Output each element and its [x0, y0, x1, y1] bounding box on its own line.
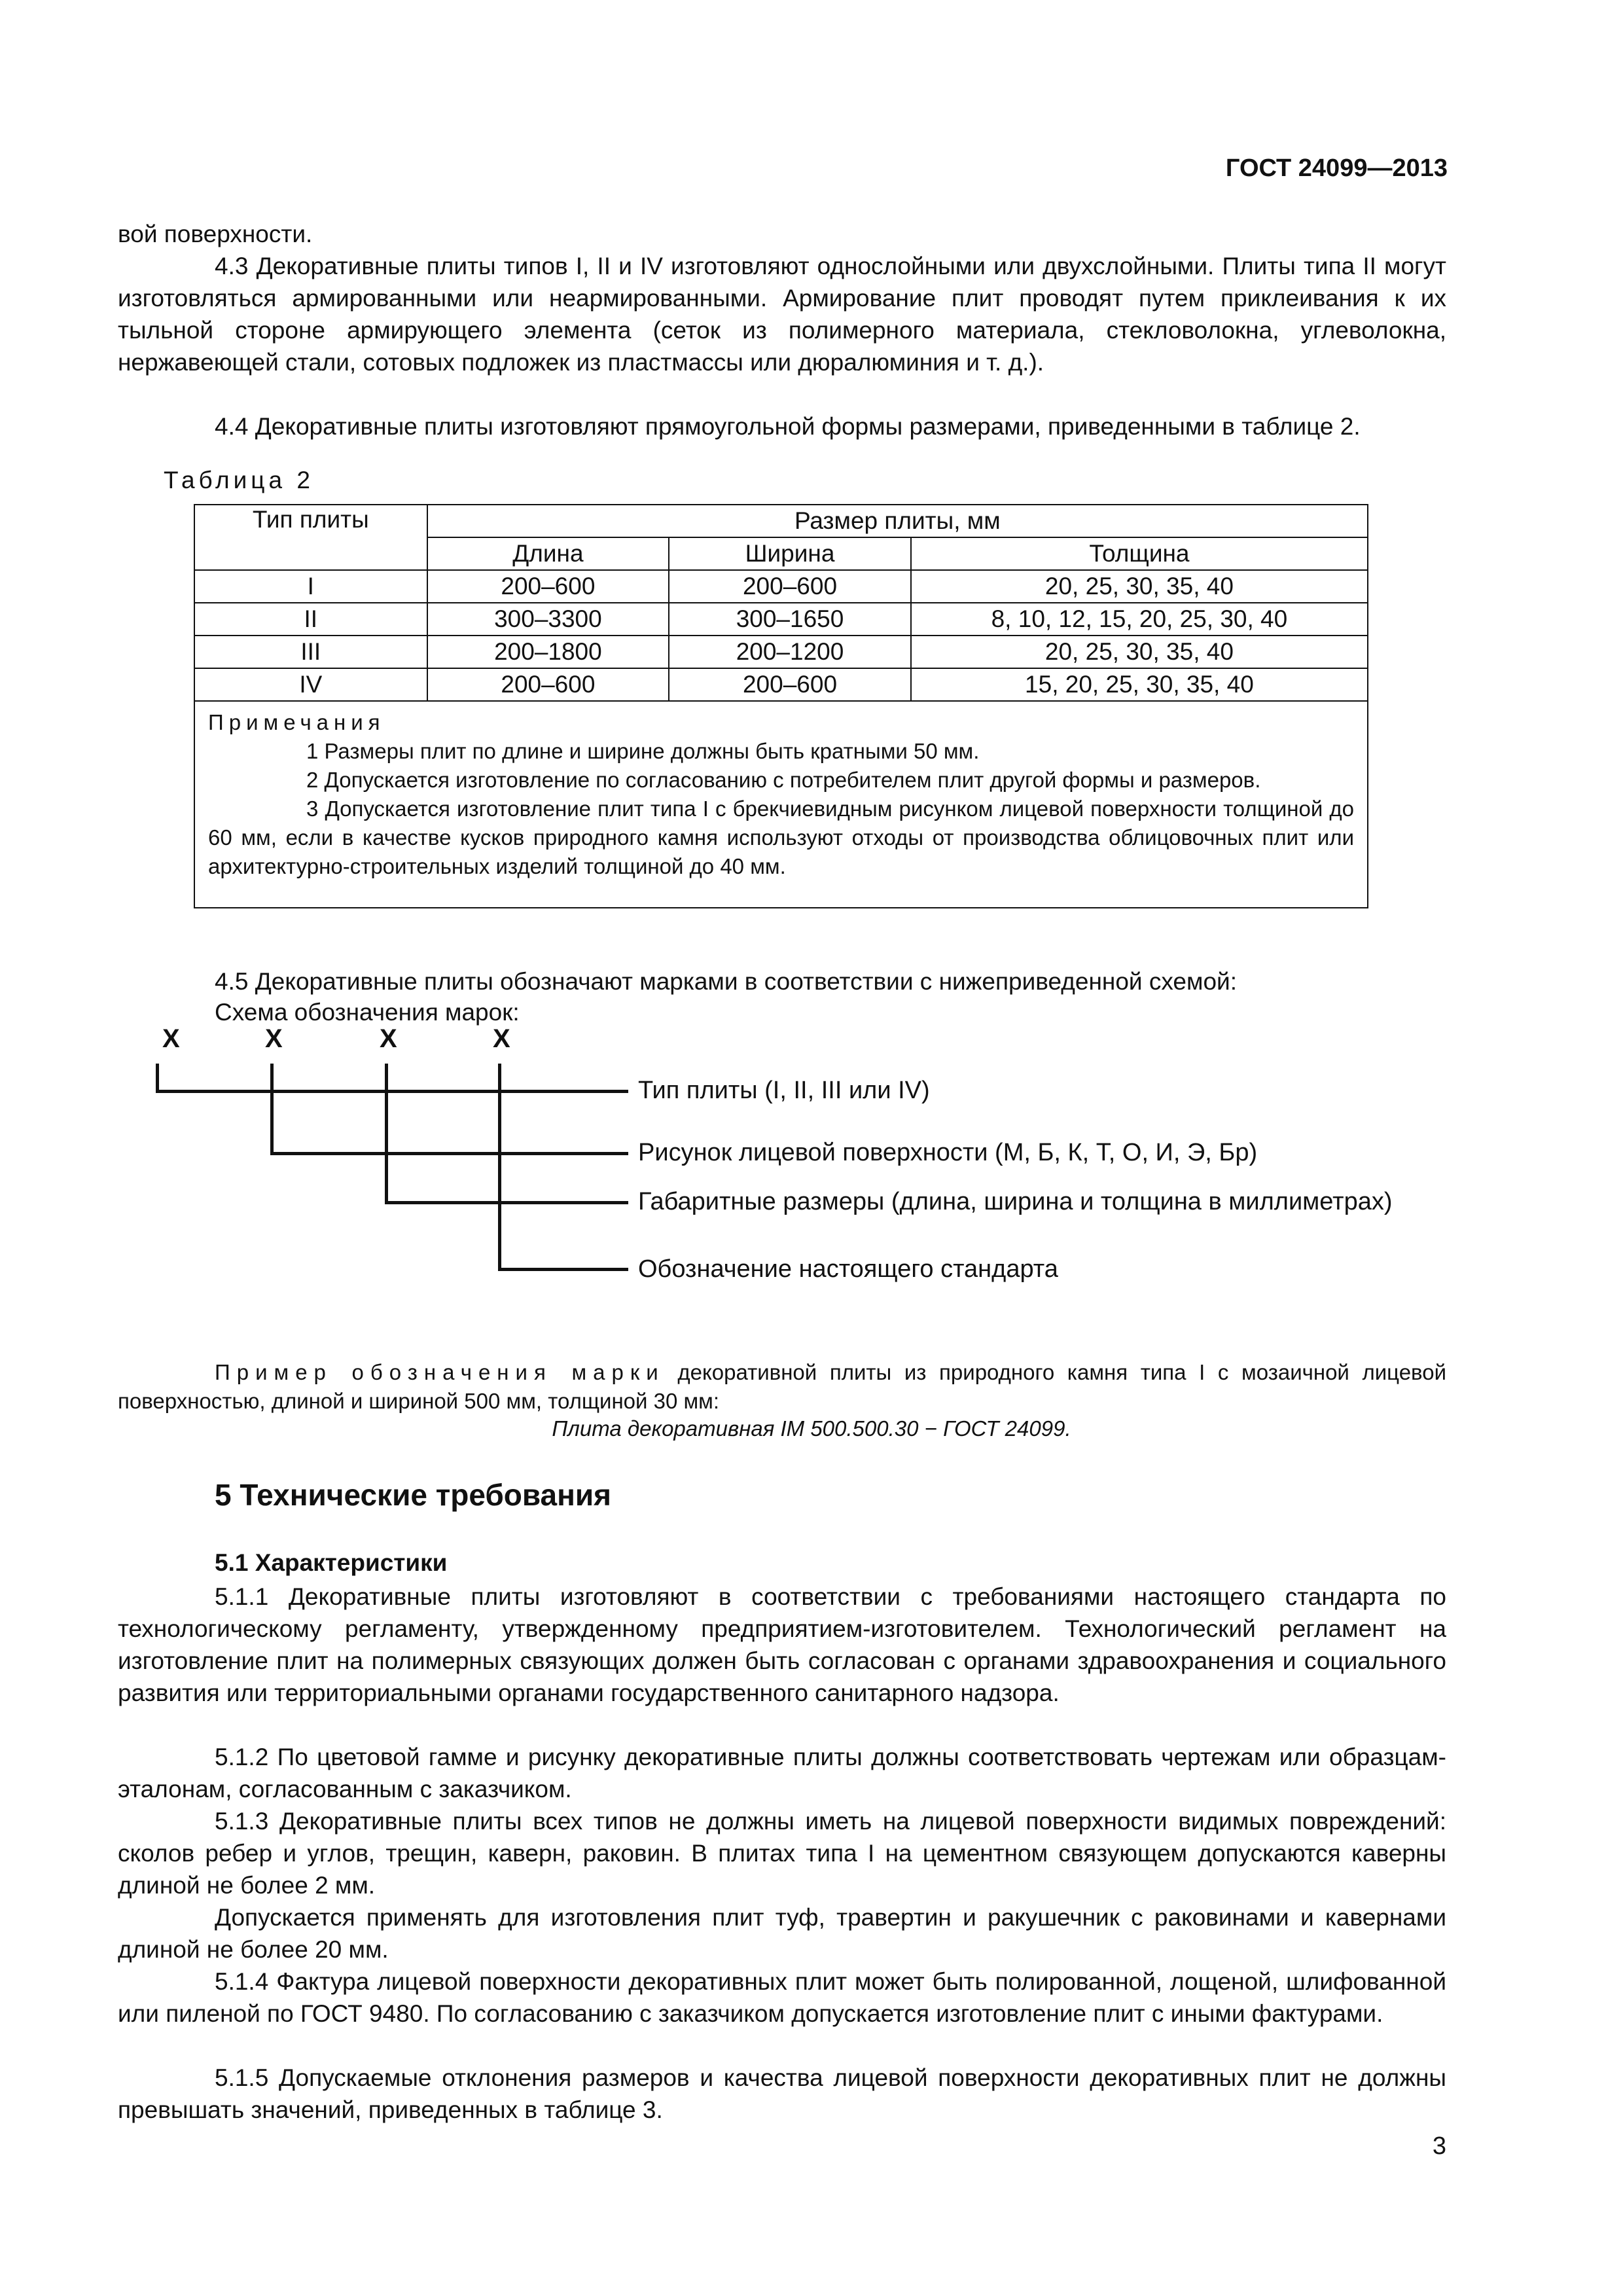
cell-type: IV [194, 668, 427, 701]
example-label: Пример обозначения марки [215, 1360, 665, 1384]
scheme-line-v4 [498, 1064, 501, 1271]
cell-width: 200–1200 [669, 636, 911, 668]
scheme-line-h2 [270, 1152, 628, 1155]
table-row [194, 603, 1368, 636]
marking-example [118, 1358, 1446, 1416]
header-plate-size: Размер плиты, мм [427, 505, 1368, 537]
table-header-row [194, 505, 1368, 537]
cell-length: 200–600 [427, 570, 669, 603]
cell-type: II [194, 603, 427, 636]
paragraph-5-1-3: 5.1.3 Декоративные плиты всех типов не должны иметь на лицевой поверхности видимых повреждений: сколов ребер и углов, трещин, каверн, раковин. В плитах типа I на цементном связующем допускаются каверны длиной не более 2 мм. [118, 1808, 1446, 1899]
cell-type: III [194, 636, 427, 668]
table-notes-row [194, 701, 1368, 908]
notes-title: Примечания [208, 710, 385, 734]
scheme-x-3: Х [380, 1024, 397, 1053]
scheme-line-h1 [156, 1090, 628, 1093]
paragraph-4-3: 4.3 Декоративные плиты типов I, II и IV изготовляют однослойными или двухслойными. Плиты типа II могут изготовляться армированными или неармированными. Армирование плит проводят путем приклеивания к их тыльной стороне армирующего элемента (сеток из полимерного материала, стекловолокна, углеволокна, нержавеющей стали, сотовых подложек из пластмассы или дюралюминия и т. д.). [118, 253, 1446, 376]
cell-type: I [194, 570, 427, 603]
cell-thickness: 15, 20, 25, 30, 35, 40 [911, 668, 1368, 701]
scheme-line-v2 [270, 1064, 274, 1155]
example-formula: Плита декоративная IМ 500.500.30 − ГОСТ 24099. [552, 1416, 1071, 1441]
paragraph-5-1-2: 5.1.2 По цветовой гамме и рисунку декоративные плиты должны соответствовать чертежам или образцам-эталонам, согласованным с заказчиком. [118, 1744, 1446, 1803]
paragraph-5-1-3-cont: Допускается применять для изготовления плит туф, травертин и ракушечник с раковинами и кавернами длиной не более 20 мм. [118, 1904, 1446, 1963]
scheme-line-v1 [156, 1064, 159, 1093]
table-2 [194, 504, 1368, 908]
section-title: 5 Технические требования [215, 1478, 611, 1512]
paragraph-4-5: 4.5 Декоративные плиты обозначают марками в соответствии с нижеприведенной схемой: [215, 968, 1237, 995]
scheme-x-2: Х [265, 1024, 283, 1053]
scheme-x-1: Х [162, 1024, 180, 1053]
cell-thickness: 8, 10, 12, 15, 20, 25, 30, 40 [911, 603, 1368, 636]
note-2: 2 Допускается изготовление по согласованию с потребителем плит другой формы и размеров. [306, 768, 1261, 792]
page-number: 3 [1432, 2132, 1446, 2160]
scheme-line-h3 [385, 1201, 628, 1204]
paragraph-4-4: 4.4 Декоративные плиты изготовляют прямоугольной формы размерами, приведенными в таблице 2. [215, 413, 1361, 440]
example-text: декоративной плиты из природного камня типа I с мозаичной лицевой поверхностью, длиной и шириной 500 мм, толщиной 30 мм: [118, 1360, 1446, 1413]
header-width: Ширина [669, 537, 911, 570]
table-row [194, 570, 1368, 603]
note-1: 1 Размеры плит по длине и ширине должны быть кратными 50 мм. [306, 739, 980, 763]
cell-thickness: 20, 25, 30, 35, 40 [911, 636, 1368, 668]
cell-width: 200–600 [669, 570, 911, 603]
cell-width: 300–1650 [669, 603, 911, 636]
cell-length: 200–600 [427, 668, 669, 701]
cell-thickness: 20, 25, 30, 35, 40 [911, 570, 1368, 603]
table-row [194, 668, 1368, 701]
scheme-line-h4 [498, 1268, 628, 1271]
scheme-x-4: Х [493, 1024, 510, 1053]
marking-scheme [151, 1024, 1459, 1325]
subsection-title: 5.1 Характеристики [215, 1549, 448, 1576]
scheme-line-v3 [385, 1064, 388, 1204]
intro-tail: вой поверхности. [118, 221, 313, 247]
scheme-label-dimensions: Габаритные размеры (длина, ширина и толщина в миллиметрах) [638, 1188, 1393, 1215]
cell-length: 200–1800 [427, 636, 669, 668]
header-plate-type: Тип плиты [194, 505, 427, 570]
standard-header: ГОСТ 24099—2013 [1225, 154, 1448, 182]
table-row [194, 636, 1368, 668]
paragraph-5-1-5: 5.1.5 Допускаемые отклонения размеров и качества лицевой поверхности декоративных плит не должны превышать значений, приведенных в таблице 3. [118, 2064, 1446, 2123]
cell-length: 300–3300 [427, 603, 669, 636]
table-caption: Таблица 2 [164, 467, 314, 493]
header-thickness: Толщина [911, 537, 1368, 570]
paragraph-5-1-4: 5.1.4 Фактура лицевой поверхности декоративных плит может быть полированной, лощеной, шлифованной или пиленой по ГОСТ 9480. По согласованию с заказчиком допускается изготовление плит с иными фактурами. [118, 1968, 1446, 2027]
paragraph-5-1-1: 5.1.1 Декоративные плиты изготовляют в соответствии с требованиями настоящего стандарта по технологическому регламенту, утвержденному предприятием-изготовителем. Технологический регламент на изготовление плит на полимерных связующих должен быть согласован с органами здравоохранения и социального развития или территориальными органами государственного санитарного надзора. [118, 1583, 1446, 1706]
note-3: 3 Допускается изготовление плит типа I с брекчиевидным рисунком лицевой поверхности толщиной до 60 мм, если в качестве кусков природного камня используют отходы от производства облицовочных плит или архитектурно-строительных изделий толщиной до 40 мм. [208, 797, 1354, 878]
scheme-label-pattern: Рисунок лицевой поверхности (М, Б, К, Т, О, И, Э, Бр) [638, 1139, 1258, 1166]
table-notes [194, 701, 1368, 908]
scheme-label-type: Тип плиты (I, II, III или IV) [638, 1077, 930, 1104]
scheme-label-standard: Обозначение настоящего стандарта [638, 1255, 1058, 1283]
cell-width: 200–600 [669, 668, 911, 701]
header-length: Длина [427, 537, 669, 570]
scheme-title: Схема обозначения марок: [215, 999, 520, 1026]
